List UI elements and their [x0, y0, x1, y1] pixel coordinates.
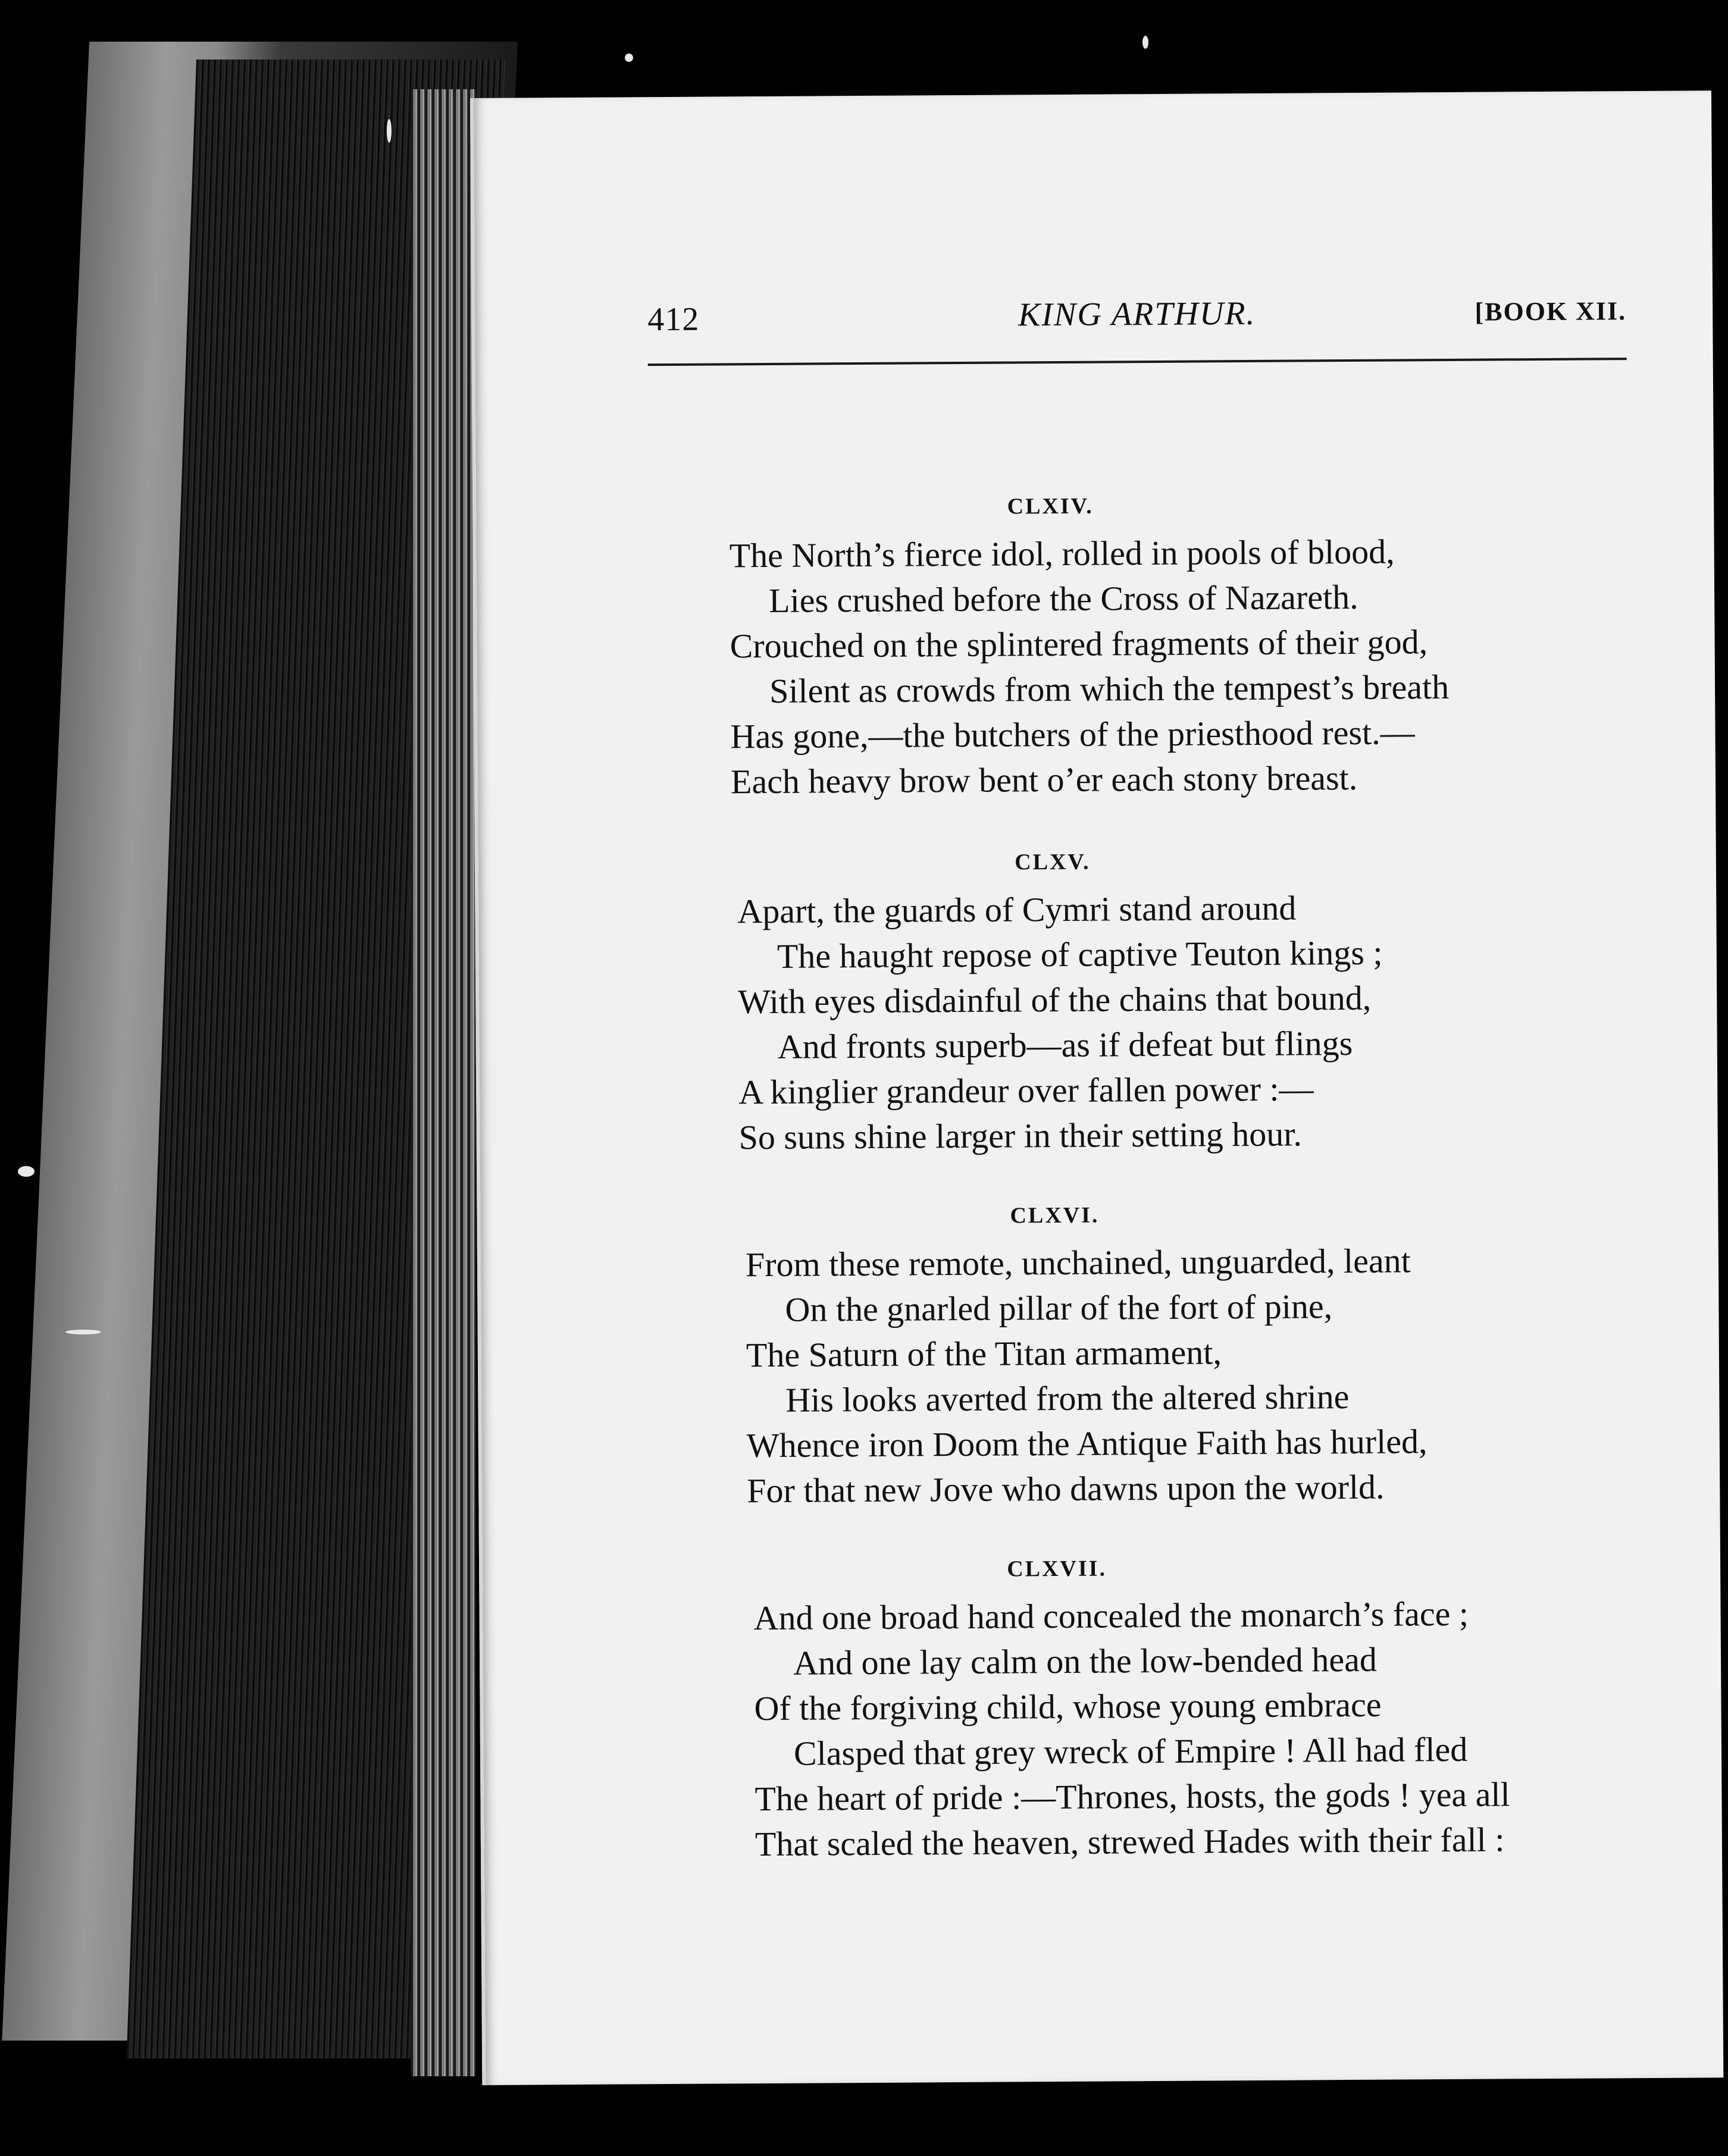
verse-line: Each heavy brow bent o’er each stony breast. [730, 758, 1358, 801]
verse-line: Whence iron Doom the Antique Faith has hurled, [746, 1422, 1428, 1465]
verse-block [746, 1236, 1720, 1513]
verse-line: And one broad hand concealed the monarch’s face ; [753, 1594, 1469, 1638]
running-head [647, 287, 1627, 371]
dust-speck [18, 1166, 35, 1177]
stanza-number: CLXIV. [1007, 493, 1094, 519]
verse-line: For that new Jove who dawns upon the world. [747, 1467, 1385, 1511]
verse-line: Has gone,—the butchers of the priesthood rest.— [730, 713, 1415, 756]
page-number: 412 [647, 300, 700, 339]
stanza-clxvi [480, 1198, 1720, 1515]
dust-speck [625, 54, 633, 62]
verse-line: With eyes disdainful of the chains that bound, [738, 978, 1372, 1021]
verse-block [753, 1590, 1722, 1867]
page-edges [411, 89, 476, 2076]
verse-line: And fronts superb—as if defeat but flings [777, 1023, 1353, 1066]
verse-block [729, 527, 1716, 804]
stanza-number: CLXV. [1015, 849, 1091, 875]
verse-line: Apart, the guards of Cymri stand around [737, 888, 1297, 931]
verse-line: His looks averted from the altered shrine [785, 1377, 1350, 1419]
verse-line: Silent as crowds from which the tempest’s breath [769, 667, 1450, 710]
dust-speck [65, 1330, 101, 1334]
verse-line: The heart of pride :—Thrones, hosts, the gods ! yea all [755, 1775, 1510, 1819]
verse-line: That scaled the heaven, strewed Hades with their fall : [755, 1820, 1505, 1864]
verse-line: And one lay calm on the low-bended head [793, 1640, 1378, 1682]
verse-line: Lies crushed before the Cross of Nazareth. [768, 577, 1358, 620]
verse-line: A kinglier grandeur over fallen power :— [738, 1069, 1314, 1112]
running-title: KING ARTHUR. [1018, 294, 1256, 334]
dust-speck [1142, 36, 1148, 49]
verse-line: The North’s fierce idol, rolled in pools of blood, [729, 532, 1395, 575]
stanza-number: CLXVII. [1007, 1556, 1107, 1582]
verse-line: Crouched on the splintered fragments of their god, [730, 622, 1428, 666]
dust-speck [387, 119, 392, 143]
stanza-clxiv [476, 489, 1716, 806]
verse-line: On the gnarled pillar of the fort of pine, [785, 1287, 1333, 1329]
verse-line: Clasped that grey wreck of Empire ! All had fled [793, 1729, 1468, 1773]
verse-line: From these remote, unchained, unguarded, leant [745, 1241, 1411, 1284]
book-page [470, 90, 1723, 2085]
verse-line: The haught repose of captive Teuton kings ; [777, 933, 1383, 976]
stanza-clxv [478, 845, 1718, 1162]
stanza-clxvii [483, 1552, 1722, 1869]
verse-line: So suns shine larger in their setting hour. [738, 1114, 1303, 1157]
verse-block [737, 883, 1718, 1160]
verse-line: Of the forgiving child, whose young embrace [754, 1685, 1382, 1728]
verse-line: The Saturn of the Titan armament, [746, 1333, 1222, 1375]
stanza-number: CLXVI. [1010, 1202, 1100, 1229]
header-rule [648, 358, 1627, 366]
book-part-label: [BOOK XII. [1475, 296, 1627, 327]
